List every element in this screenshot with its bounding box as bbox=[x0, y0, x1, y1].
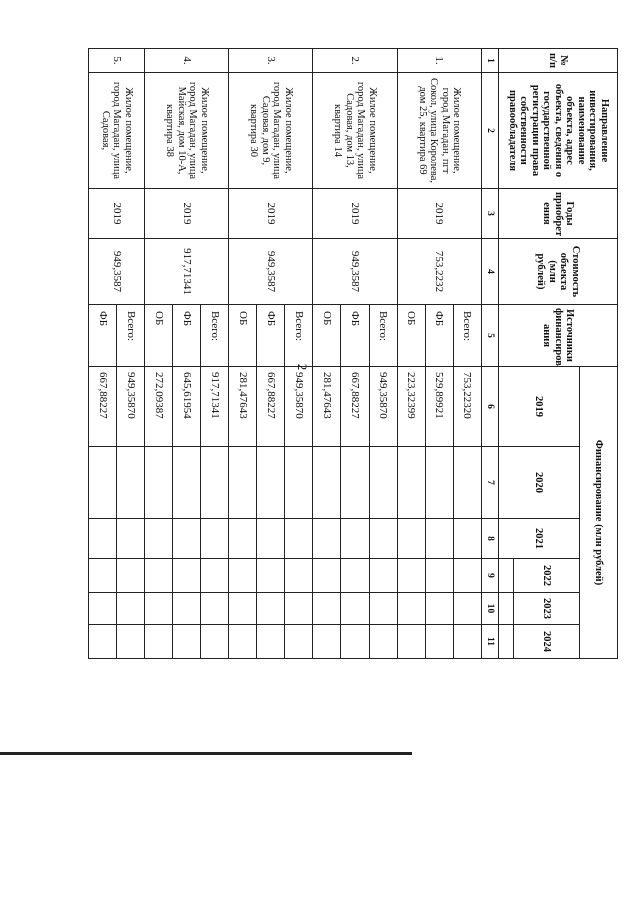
funding-empty-cell bbox=[313, 447, 341, 519]
funding-empty-cell bbox=[453, 447, 481, 519]
funding-empty-cell bbox=[341, 593, 369, 625]
acquisition-year: 2019 bbox=[229, 189, 313, 239]
funding-empty-cell bbox=[285, 519, 313, 559]
funding-empty-cell bbox=[453, 519, 481, 559]
funding-source: ФБ bbox=[173, 305, 201, 367]
funding-empty-cell bbox=[285, 593, 313, 625]
funding-empty-cell bbox=[145, 519, 173, 559]
funding-source: ОБ bbox=[229, 305, 257, 367]
funding-empty-cell bbox=[369, 519, 397, 559]
funding-empty-cell bbox=[145, 625, 173, 659]
object-description: Жилое помещение, город Магадан, пгт Сокол, улица Королева, дом 25, квартира 69 bbox=[397, 73, 481, 189]
funding-empty-cell bbox=[117, 447, 145, 519]
horizontal-rule bbox=[0, 752, 412, 755]
row-number: 1. bbox=[397, 49, 481, 73]
funding-2019: 281,47643 bbox=[313, 367, 341, 447]
funding-2019: 917,71341 bbox=[201, 367, 229, 447]
funding-empty-cell bbox=[229, 447, 257, 519]
object-cost: 949,3587 bbox=[229, 239, 313, 305]
funding-empty-cell bbox=[89, 559, 117, 593]
row-number: 4. bbox=[145, 49, 229, 73]
funding-empty-cell bbox=[397, 625, 425, 659]
funding-source: Всего: bbox=[201, 305, 229, 367]
funding-empty-cell bbox=[145, 559, 173, 593]
funding-2019: 645,61954 bbox=[173, 367, 201, 447]
funding-empty-cell bbox=[397, 559, 425, 593]
column-number: 7 bbox=[481, 447, 498, 519]
object-cost: 917,71341 bbox=[145, 239, 229, 305]
funding-empty-cell bbox=[313, 593, 341, 625]
funding-empty-cell bbox=[89, 625, 117, 659]
header-year-2023: 2023 bbox=[514, 593, 580, 625]
funding-empty-cell bbox=[229, 559, 257, 593]
funding-source: ФБ bbox=[257, 305, 285, 367]
funding-empty-cell bbox=[397, 593, 425, 625]
page-number: 2 bbox=[295, 363, 310, 371]
acquisition-year: 2019 bbox=[89, 189, 145, 239]
header-year-2020: 2020 bbox=[498, 447, 579, 519]
funding-source: ФБ bbox=[425, 305, 453, 367]
funding-source: Всего: bbox=[285, 305, 313, 367]
funding-empty-cell bbox=[425, 447, 453, 519]
funding-empty-cell bbox=[229, 519, 257, 559]
header-year-2024: 2024 bbox=[514, 625, 580, 659]
funding-empty-cell bbox=[89, 447, 117, 519]
funding-empty-cell bbox=[117, 593, 145, 625]
funding-empty-cell bbox=[285, 625, 313, 659]
funding-empty-cell bbox=[229, 625, 257, 659]
row-number: 3. bbox=[229, 49, 313, 73]
object-cost: 753,2232 bbox=[397, 239, 481, 305]
funding-source: Всего: bbox=[369, 305, 397, 367]
funding-empty-cell bbox=[257, 559, 285, 593]
object-cost: 949,3587 bbox=[313, 239, 397, 305]
funding-empty-cell bbox=[453, 593, 481, 625]
row-number: 2. bbox=[313, 49, 397, 73]
header-year-2021: 2021 bbox=[498, 519, 579, 559]
funding-2019: 667,88227 bbox=[257, 367, 285, 447]
funding-2019: 281,47643 bbox=[229, 367, 257, 447]
table-row bbox=[201, 49, 229, 659]
funding-2019: 949,35870 bbox=[369, 367, 397, 447]
funding-empty-cell bbox=[425, 593, 453, 625]
funding-empty-cell bbox=[201, 447, 229, 519]
funding-empty-cell bbox=[341, 519, 369, 559]
column-number: 5 bbox=[481, 305, 498, 367]
funding-empty-cell bbox=[257, 447, 285, 519]
funding-empty-cell bbox=[453, 559, 481, 593]
funding-empty-cell bbox=[369, 593, 397, 625]
funding-2019: 949,35870 bbox=[285, 367, 313, 447]
column-number: 1 bbox=[481, 49, 498, 73]
funding-empty-cell bbox=[173, 593, 201, 625]
column-number: 3 bbox=[481, 189, 498, 239]
column-number: 6 bbox=[481, 367, 498, 447]
funding-2019: 529,89921 bbox=[425, 367, 453, 447]
funding-empty-cell bbox=[173, 447, 201, 519]
funding-source: ОБ bbox=[397, 305, 425, 367]
object-description: Жилое помещение, город Магадан, улица Садовая, дом 9, квартира 30 bbox=[229, 73, 313, 189]
funding-empty-cell bbox=[425, 519, 453, 559]
financing-table bbox=[88, 48, 618, 659]
funding-empty-cell bbox=[425, 625, 453, 659]
funding-empty-cell bbox=[369, 559, 397, 593]
funding-empty-cell bbox=[201, 593, 229, 625]
header-year-2022: 2022 bbox=[514, 559, 580, 593]
funding-empty-cell bbox=[201, 559, 229, 593]
funding-source: ОБ bbox=[145, 305, 173, 367]
funding-empty-cell bbox=[313, 625, 341, 659]
funding-empty-cell bbox=[313, 559, 341, 593]
funding-empty-cell bbox=[257, 625, 285, 659]
funding-empty-cell bbox=[89, 593, 117, 625]
funding-empty-cell bbox=[257, 519, 285, 559]
row-number: 5. bbox=[89, 49, 145, 73]
funding-empty-cell bbox=[341, 625, 369, 659]
table-row bbox=[369, 49, 397, 659]
funding-2019: 949,35870 bbox=[117, 367, 145, 447]
funding-empty-cell bbox=[173, 559, 201, 593]
column-number: 11 bbox=[481, 625, 498, 659]
funding-2019: 667,88227 bbox=[341, 367, 369, 447]
funding-empty-cell bbox=[397, 447, 425, 519]
header-financing: Финансирование (млн рублей) bbox=[579, 367, 617, 659]
funding-empty-cell bbox=[313, 519, 341, 559]
funding-empty-cell bbox=[229, 593, 257, 625]
funding-empty-cell bbox=[285, 559, 313, 593]
funding-2019: 667,88227 bbox=[89, 367, 117, 447]
funding-empty-cell bbox=[369, 447, 397, 519]
column-number: 8 bbox=[481, 519, 498, 559]
funding-empty-cell bbox=[173, 625, 201, 659]
funding-source: Всего: bbox=[453, 305, 481, 367]
header-no: № п/п bbox=[498, 49, 617, 73]
object-cost: 949,3587 bbox=[89, 239, 145, 305]
column-number-row bbox=[481, 49, 498, 659]
funding-empty-cell bbox=[145, 593, 173, 625]
funding-empty-cell bbox=[89, 519, 117, 559]
funding-source: Всего: bbox=[117, 305, 145, 367]
funding-empty-cell bbox=[453, 625, 481, 659]
funding-empty-cell bbox=[397, 519, 425, 559]
funding-empty-cell bbox=[201, 625, 229, 659]
header-sources: Источники финансиров ания bbox=[498, 305, 617, 367]
object-description: Жилое помещение, город Магадан, улица Садовая, bbox=[89, 73, 145, 189]
funding-empty-cell bbox=[285, 447, 313, 519]
funding-empty-cell bbox=[145, 447, 173, 519]
object-description: Жилое помещение, город Магадан, улица Садовая, дом 13, квартира 14 bbox=[313, 73, 397, 189]
column-number: 10 bbox=[481, 593, 498, 625]
header-direction: Направление инвестирования, наименование объекта, адрес объекта, сведения о государственной регистрации права собственности правообладателя bbox=[498, 73, 617, 189]
funding-2019: 272,09387 bbox=[145, 367, 173, 447]
funding-empty-cell bbox=[341, 447, 369, 519]
column-number: 2 bbox=[481, 73, 498, 189]
funding-empty-cell bbox=[117, 519, 145, 559]
funding-source: ОБ bbox=[313, 305, 341, 367]
funding-empty-cell bbox=[117, 559, 145, 593]
funding-empty-cell bbox=[369, 625, 397, 659]
funding-source: ФБ bbox=[341, 305, 369, 367]
acquisition-year: 2019 bbox=[313, 189, 397, 239]
acquisition-year: 2019 bbox=[145, 189, 229, 239]
table-row bbox=[453, 49, 481, 659]
funding-source: ФБ bbox=[89, 305, 117, 367]
header-years: Годы приобрет ения bbox=[498, 189, 617, 239]
funding-empty-cell bbox=[201, 519, 229, 559]
table-body bbox=[89, 49, 618, 659]
funding-empty-cell bbox=[117, 625, 145, 659]
column-number: 4 bbox=[481, 239, 498, 305]
table-row bbox=[285, 49, 313, 659]
funding-2019: 753,22320 bbox=[453, 367, 481, 447]
acquisition-year: 2019 bbox=[397, 189, 481, 239]
column-number: 9 bbox=[481, 559, 498, 593]
header-row-1 bbox=[579, 49, 617, 659]
rotated-table-wrapper bbox=[88, 48, 618, 653]
funding-empty-cell bbox=[341, 559, 369, 593]
funding-empty-cell bbox=[173, 519, 201, 559]
table-row bbox=[117, 49, 145, 659]
object-description: Жилое помещение, город Магадан, улица Майская, дом 10-А, квартира 38 bbox=[145, 73, 229, 189]
funding-empty-cell bbox=[425, 559, 453, 593]
header-cost: Стоимость объекта (млн рублей) bbox=[498, 239, 617, 305]
funding-2019: 223,32399 bbox=[397, 367, 425, 447]
funding-empty-cell bbox=[257, 593, 285, 625]
header-year-2019: 2019 bbox=[498, 367, 579, 447]
